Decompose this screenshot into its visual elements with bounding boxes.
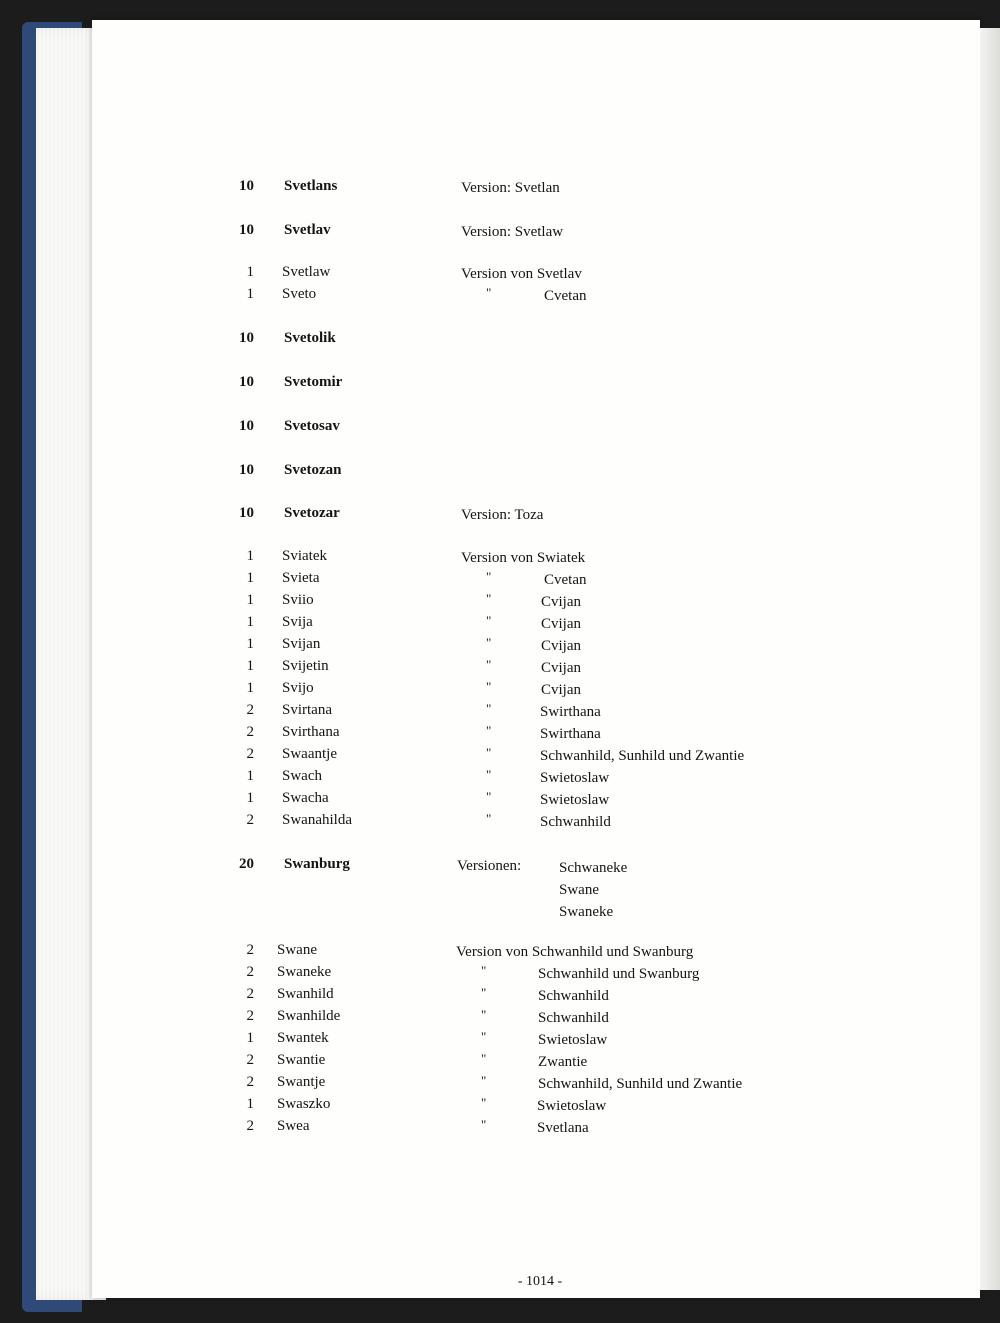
entry-version: Swietoslaw (537, 1098, 607, 1114)
entry-count: 1 (246, 636, 254, 652)
entry-version: Version: Svetlaw (461, 224, 564, 240)
entry-row (0, 678, 1000, 700)
entry-version: Cvijan (541, 594, 581, 610)
entry-name: Swach (282, 768, 322, 784)
entry-row (0, 854, 1000, 876)
entry-name: Swaneke (277, 964, 332, 980)
entry-version: Swietoslaw (540, 770, 610, 786)
ditto-mark: " (486, 285, 492, 300)
swanburg-version-item: Schwaneke (559, 860, 628, 876)
entry-count: 2 (246, 986, 254, 1002)
entry-count: 2 (246, 964, 254, 980)
ditto-mark: " (481, 1007, 487, 1022)
entry-version: Swirthana (540, 704, 601, 720)
ditto-mark: " (486, 657, 492, 672)
entry-count: 10 (239, 178, 254, 194)
entry-count: 2 (246, 942, 254, 958)
entry-version: Schwanhild, Sunhild und Zwantie (540, 748, 745, 764)
entry-row (0, 220, 1000, 242)
entry-name: Swanburg (284, 856, 350, 872)
entry-row (0, 984, 1000, 1006)
ditto-mark: " (481, 1073, 487, 1088)
entry-name: Swantie (277, 1052, 326, 1068)
ditto-mark: " (481, 1117, 487, 1132)
ditto-mark: " (486, 591, 492, 606)
entry-row (0, 372, 1000, 394)
entry-count: 1 (246, 614, 254, 630)
entry-name: Svetolik (284, 330, 336, 346)
entry-row (0, 656, 1000, 678)
entry-row (0, 766, 1000, 788)
entry-count: 20 (239, 856, 254, 872)
ditto-mark: " (481, 963, 487, 978)
entry-row (0, 612, 1000, 634)
entry-name: Sviatek (282, 548, 327, 564)
entry-row (0, 546, 1000, 568)
entry-count: 1 (246, 790, 254, 806)
entry-row (0, 328, 1000, 350)
swanburg-version-item: Swane (559, 882, 599, 898)
entry-name: Svijo (282, 680, 314, 696)
entry-row (0, 460, 1000, 482)
entry-name: Sviio (282, 592, 314, 608)
entry-row (0, 810, 1000, 832)
entry-name: Svetlans (284, 178, 338, 194)
entry-count: 1 (246, 658, 254, 674)
entry-row (0, 700, 1000, 722)
entry-name: Svetozar (284, 505, 340, 521)
entry-name: Swacha (282, 790, 329, 806)
ditto-mark: " (486, 701, 492, 716)
entry-row (0, 568, 1000, 590)
entry-row (0, 1094, 1000, 1116)
entry-row (0, 940, 1000, 962)
entry-version: Cvijan (541, 616, 581, 632)
entry-row (0, 788, 1000, 810)
ditto-mark: " (481, 1029, 487, 1044)
entry-count: 2 (246, 812, 254, 828)
entry-version: Version: Toza (461, 507, 544, 523)
entry-version: Cvijan (541, 682, 581, 698)
entry-name: Sveto (282, 286, 317, 302)
ditto-mark: " (486, 723, 492, 738)
entry-row (0, 284, 1000, 306)
ditto-mark: " (486, 569, 492, 584)
entry-count: 10 (239, 222, 254, 238)
entry-version: Versionen: (457, 858, 522, 874)
entry-name: Svetozan (284, 462, 342, 478)
entry-count: 1 (246, 264, 254, 280)
entry-row (0, 590, 1000, 612)
entry-count: 2 (246, 1052, 254, 1068)
entry-count: 2 (246, 1008, 254, 1024)
entry-row (0, 962, 1000, 984)
entry-name: Svirthana (282, 724, 340, 740)
entry-count: 10 (239, 418, 254, 434)
swanburg-version-item: Swaneke (559, 904, 614, 920)
entry-version: Schwanhild, Sunhild und Zwantie (538, 1076, 743, 1092)
entry-count: 2 (246, 1118, 254, 1134)
entry-row (0, 1050, 1000, 1072)
entry-count: 10 (239, 462, 254, 478)
entry-count: 1 (246, 592, 254, 608)
entry-version: Svetlana (537, 1120, 589, 1136)
entry-version: Cvijan (541, 638, 581, 654)
entry-version: Swietoslaw (538, 1032, 608, 1048)
entry-name: Svija (282, 614, 313, 630)
entry-version: Schwanhild (538, 1010, 609, 1026)
entry-name: Swaszko (277, 1096, 331, 1112)
entry-version: Schwanhild (540, 814, 611, 830)
entry-name: Svieta (282, 570, 320, 586)
entry-row (0, 262, 1000, 284)
entry-count: 10 (239, 505, 254, 521)
entry-row (0, 503, 1000, 525)
entry-version: Version von Schwanhild und Swanburg (456, 944, 694, 960)
entry-count: 1 (246, 1030, 254, 1046)
entry-name: Swantje (277, 1074, 326, 1090)
entry-row (0, 1116, 1000, 1138)
entry-version: Swietoslaw (540, 792, 610, 808)
entry-version: Version: Svetlan (461, 180, 560, 196)
entry-row (0, 416, 1000, 438)
ditto-mark: " (486, 745, 492, 760)
ditto-mark: " (486, 789, 492, 804)
entry-version: Cvijan (541, 660, 581, 676)
entry-count: 2 (246, 746, 254, 762)
entry-name: Swea (277, 1118, 310, 1134)
entry-name: Svetlav (284, 222, 331, 238)
ditto-mark: " (486, 613, 492, 628)
entry-version: Cvetan (544, 572, 587, 588)
ditto-mark: " (486, 679, 492, 694)
entry-count: 10 (239, 374, 254, 390)
entry-count: 1 (246, 548, 254, 564)
entry-version: Zwantie (538, 1054, 588, 1070)
entry-version: Swirthana (540, 726, 601, 742)
ditto-mark: " (486, 811, 492, 826)
entry-row (0, 722, 1000, 744)
entry-version: Schwanhild und Swanburg (538, 966, 700, 982)
ditto-mark: " (481, 985, 487, 1000)
ditto-mark: " (486, 635, 492, 650)
entry-name: Svijan (282, 636, 321, 652)
entry-name: Swanahilda (282, 812, 352, 828)
entry-name: Svetlaw (282, 264, 331, 280)
entry-count: 2 (246, 702, 254, 718)
entry-version: Schwanhild (538, 988, 609, 1004)
entry-name: Swane (277, 942, 317, 958)
entry-count: 2 (246, 1074, 254, 1090)
entry-name: Swanhilde (277, 1008, 341, 1024)
entry-version: Version von Svetlav (461, 266, 582, 282)
entry-row (0, 176, 1000, 198)
entry-name: Svetosav (284, 418, 340, 434)
entry-name: Svirtana (282, 702, 332, 718)
ditto-mark: " (481, 1095, 487, 1110)
entry-name: Svetomir (284, 374, 343, 390)
entry-version: Cvetan (544, 288, 587, 304)
entry-count: 10 (239, 330, 254, 346)
ditto-mark: " (481, 1051, 487, 1066)
entry-count: 1 (246, 768, 254, 784)
entry-row (0, 1006, 1000, 1028)
ditto-mark: " (486, 767, 492, 782)
entry-name: Swaantje (282, 746, 337, 762)
entry-name: Svijetin (282, 658, 329, 674)
entry-row (0, 744, 1000, 766)
entry-row (0, 1072, 1000, 1094)
entry-row (0, 634, 1000, 656)
entry-name: Swantek (277, 1030, 329, 1046)
entry-version: Version von Swiatek (461, 550, 586, 566)
entry-name: Swanhild (277, 986, 334, 1002)
entry-count: 1 (246, 286, 254, 302)
entry-count: 1 (246, 570, 254, 586)
page-number: - 1014 - (517, 1274, 563, 1289)
entry-count: 2 (246, 724, 254, 740)
entry-row (0, 1028, 1000, 1050)
entry-count: 1 (246, 1096, 254, 1112)
entry-count: 1 (246, 680, 254, 696)
